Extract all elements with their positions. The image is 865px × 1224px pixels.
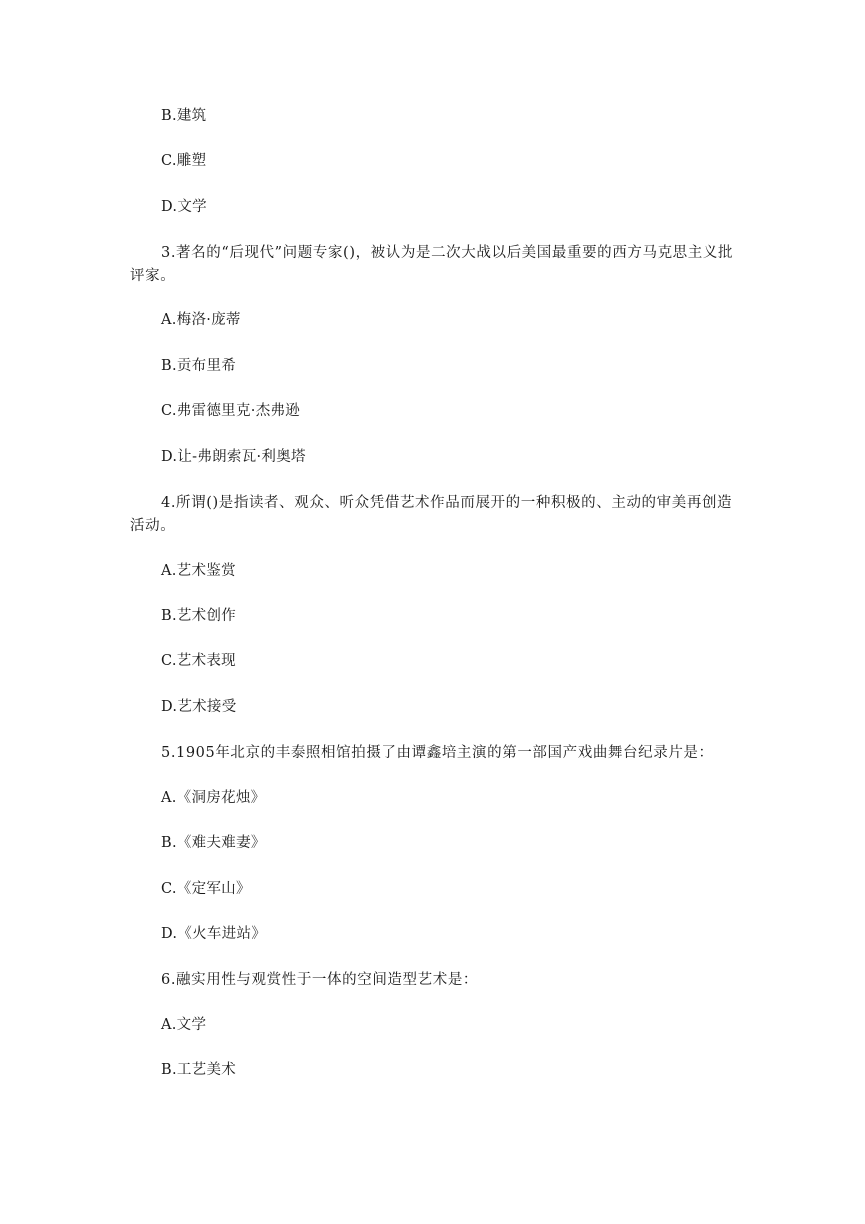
option-q6-a: A.文学	[161, 1017, 207, 1033]
option-q2-c: C.雕塑	[161, 153, 207, 169]
option-q5-a: A.《洞房花烛》	[161, 790, 266, 806]
question-3: 3.著名的“后现代”问题专家()，被认为是二次大战以后美国最重要的西方马克思主义批评家。	[130, 245, 734, 284]
option-q3-d: D.让-弗朗索瓦·利奥塔	[161, 449, 306, 465]
option-q5-d: D.《火车进站》	[161, 926, 267, 942]
option-q2-b: B.建筑	[161, 108, 207, 124]
option-q4-b: B.艺术创作	[161, 608, 237, 624]
question-5: 5.1905年北京的丰泰照相馆拍摄了由谭鑫培主演的第一部国产戏曲舞台纪录片是：	[161, 745, 714, 761]
question-4: 4.所谓()是指读者、观众、听众凭借艺术作品而展开的一种积极的、主动的审美再创造活动。	[130, 495, 733, 534]
option-q4-d: D.艺术接受	[161, 699, 237, 715]
option-q3-a: A.梅洛·庞蒂	[161, 312, 241, 328]
option-q5-b: B.《难夫难妻》	[161, 835, 266, 851]
option-q3-c: C.弗雷德里克·杰弗逊	[161, 403, 301, 419]
option-q3-b: B.贡布里希	[161, 358, 237, 374]
option-q4-c: C.艺术表现	[161, 653, 236, 669]
question-6: 6.融实用性与观赏性于一体的空间造型艺术是：	[161, 972, 479, 988]
option-q2-d: D.文学	[161, 199, 207, 215]
option-q6-b: B.工艺美术	[161, 1062, 237, 1078]
option-q4-a: A.艺术鉴赏	[161, 563, 236, 579]
option-q5-c: C.《定军山》	[161, 881, 251, 897]
